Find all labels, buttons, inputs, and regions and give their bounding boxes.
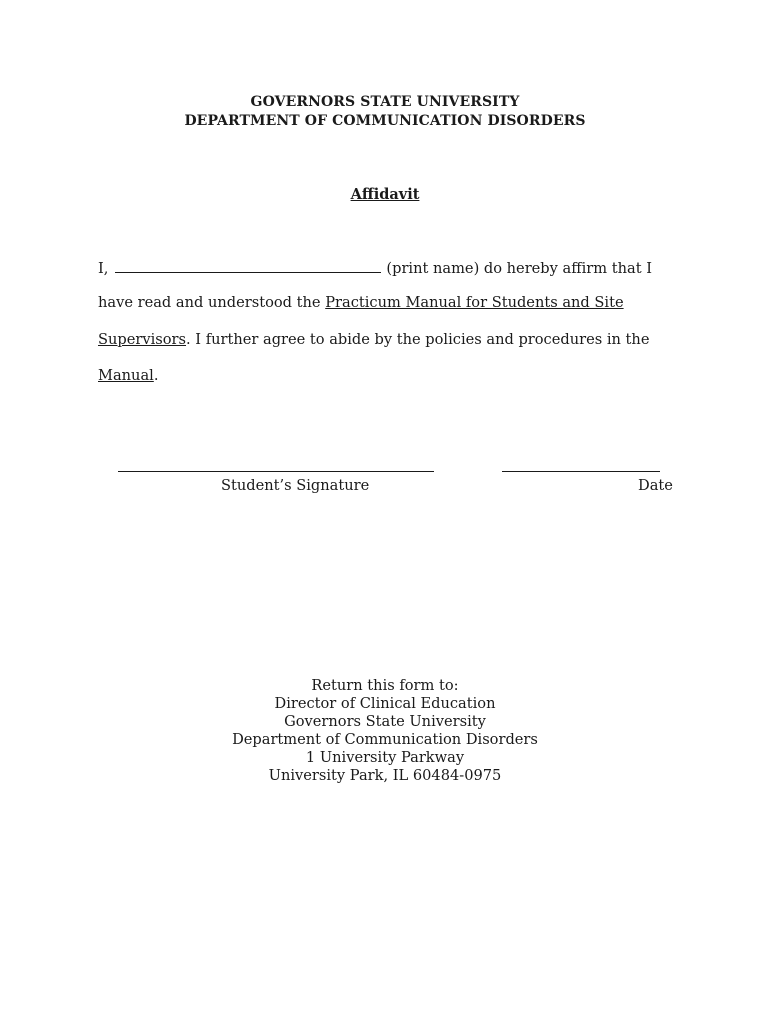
return-recipient: Director of Clinical Education (274, 695, 496, 712)
date-label: Date (638, 477, 673, 494)
manual-title-part-2: Supervisors (98, 331, 187, 348)
affirmation-text-2: have read and understood the (98, 294, 326, 311)
affirmation-line-1 (98, 258, 658, 277)
university-name: GOVERNORS STATE UNIVERSITY (250, 94, 520, 110)
document-title: Affidavit (350, 186, 420, 203)
affirmation-text-4: . (153, 367, 159, 384)
manual-title-part-1: Practicum Manual for Students and Site (325, 294, 624, 311)
return-department: Department of Communication Disorders (232, 731, 538, 748)
student-signature-label: Student’s Signature (221, 477, 370, 494)
affirmation-prefix: I, (98, 260, 109, 277)
return-city: University Park, IL 60484-0975 (268, 767, 502, 784)
affirmation-text-1: (print name) do hereby affirm that I (386, 260, 652, 277)
department-name: DEPARTMENT OF COMMUNICATION DISORDERS (184, 113, 586, 129)
affirmation-text-3: . I further agree to abide by the policies and procedures in the (186, 331, 650, 348)
return-instruction: Return this form to: (311, 677, 459, 694)
return-university: Governors State University (284, 713, 486, 730)
affirmation-line-2 (98, 294, 658, 311)
return-street: 1 University Parkway (305, 749, 465, 766)
student-signature-field[interactable] (118, 471, 434, 472)
date-field[interactable] (502, 471, 660, 472)
print-name-field[interactable] (115, 258, 381, 273)
affirmation-line-4 (98, 367, 658, 384)
manual-reference: Manual (98, 367, 154, 384)
affirmation-line-3 (98, 331, 658, 348)
